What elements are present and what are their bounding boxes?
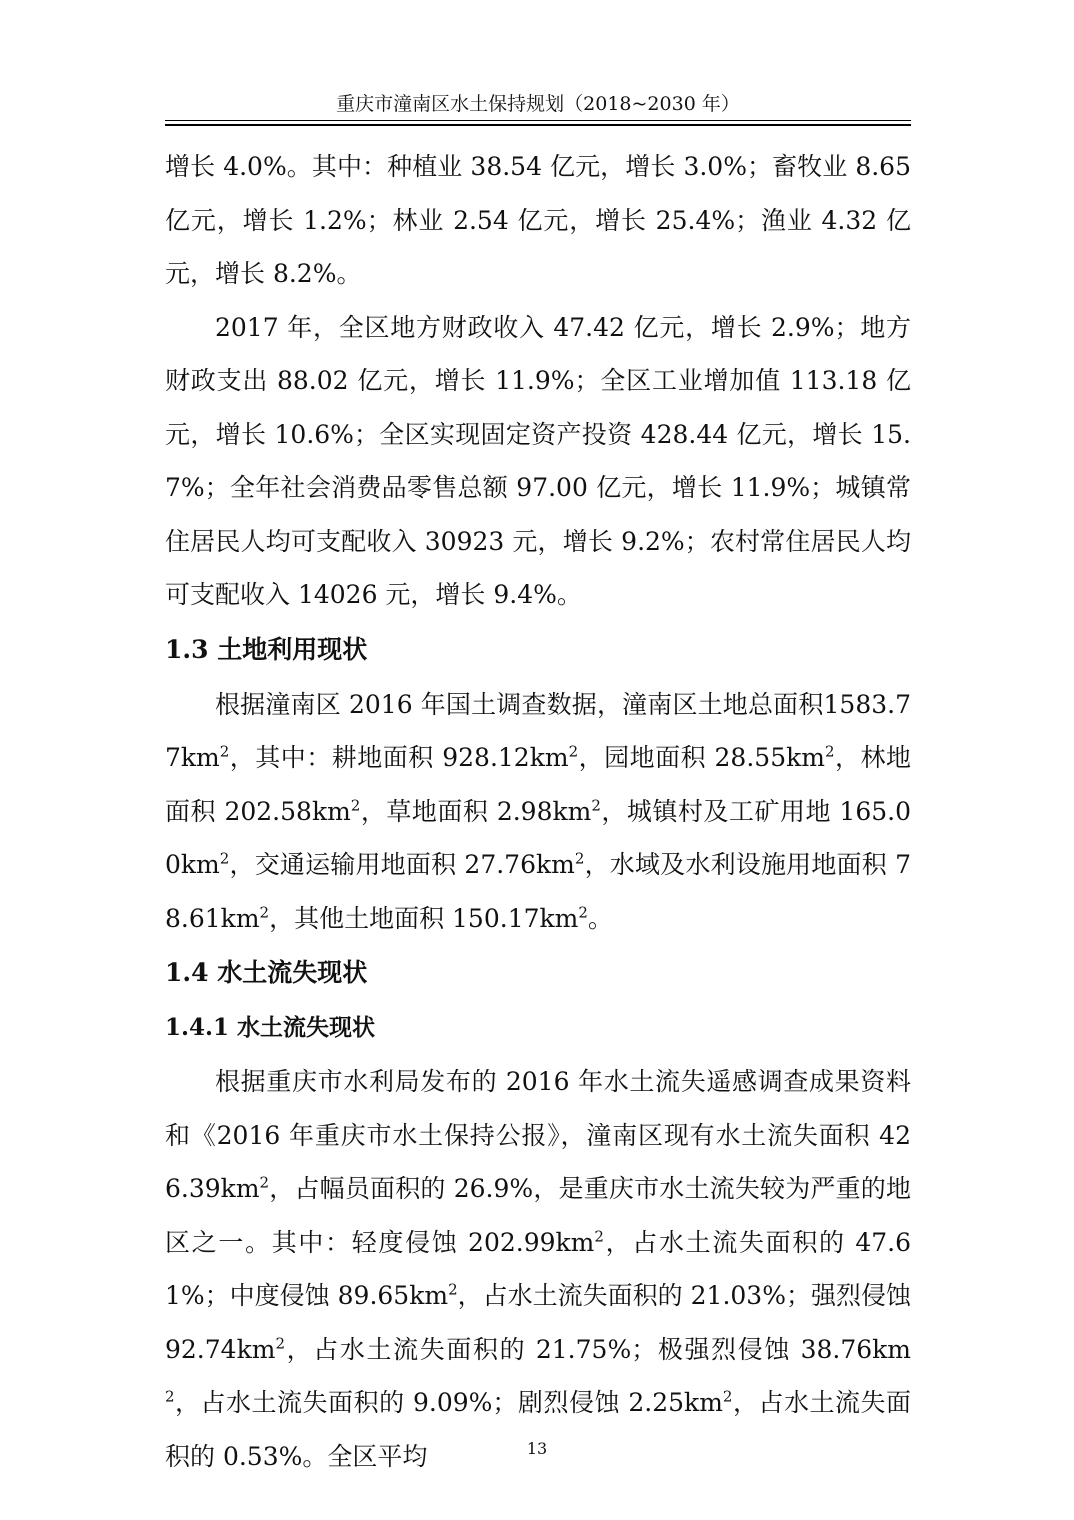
section-heading-1-4: 1.4 水土流失现状 — [165, 958, 368, 987]
paragraph-agriculture: 增长 4.0%。其中：种植业 38.54 亿元，增长 3.0%；畜牧业 8.65 亿元，增长 1.2%；林业 2.54 亿元，增长 25.4%；渔业 4.32 亿元，增长 8.2%。 — [165, 152, 911, 288]
page-body — [165, 140, 911, 1483]
running-header: 重庆市潼南区水土保持规划（2018~2030 年） — [336, 93, 740, 115]
header-rule-thin — [165, 120, 911, 121]
page-number: 13 — [526, 1439, 548, 1458]
paragraph-land-use: 根据潼南区 2016 年国土调查数据，潼南区土地总面积$1583.77km^2$，其中：耕地面积 $928.12km^2$，园地面积 $28.55km^2$，林地面积 $202.58km^2$，草地面积 $2.98km^2$，城镇村及工矿用地 $165.00km^2$，交通运输用地面积 $27.76km^2$，水域及水利设施用地面积 $78.61km^2$，其他土地面积 $150.17km^2$。 — [165, 689, 912, 933]
subsection-heading-1-4-1: 1.4.1 水土流失现状 — [165, 1014, 376, 1041]
paragraph-soil-erosion: 根据重庆市水利局发布的 2016 年水土流失遥感调查成果资料和《2016 年重庆市水土保持公报》，潼南区现有水土流失面积 $426.39km^2$，占幅员面积的 26.9%，是重庆市水土流失较为严重的地区之一。其中：轻度侵蚀 $202.99km^2$，占水土流失面积的 47.61%；中度侵蚀 $89.65km^2$，占水土流失面积的 21.03%；强烈侵蚀 $92.74km^2$，占水土流失面积的 21.75%；极强烈侵蚀 $38.76km^2$，占水土流失面积的 9.09%；剧烈侵蚀 $2.25km^2$，占水土流失面积的 0.53%。全区平均 — [165, 1067, 911, 1471]
header-rule-thick — [165, 124, 911, 126]
paragraph-economy-2017: 2017 年，全区地方财政收入 47.42 亿元，增长 2.9%；地方财政支出 88.02 亿元，增长 11.9%；全区工业增加值 113.18 亿元，增长 10.6%；全区实现固定资产投资 428.44 亿元，增长 15.7%；全年社会消费品零售总额 97.00 亿元，增长 11.9%；城镇常住居民人均可支配收入 30923 元，增长 9.2%；农村常住居民人均可支配收入 14026 元，增长 9.4%。 — [165, 312, 911, 609]
section-heading-1-3: 1.3 土地利用现状 — [165, 634, 368, 664]
